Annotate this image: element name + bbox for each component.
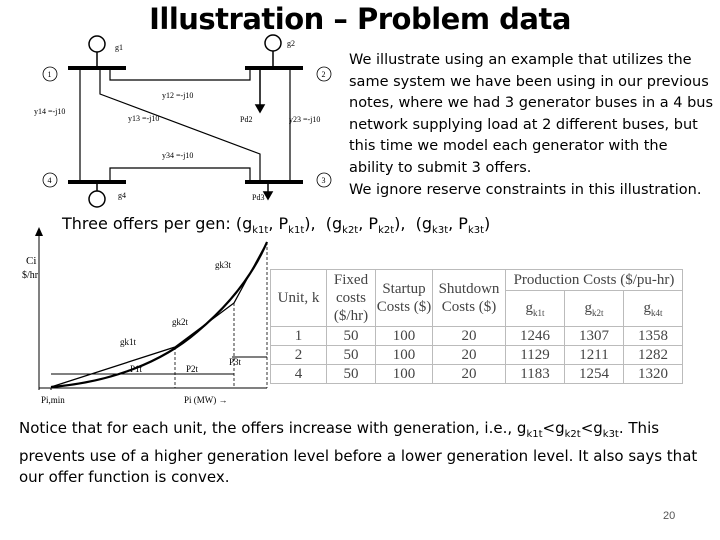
x-min-label: Pi,min (41, 395, 65, 405)
p-label-1t: P1t (130, 364, 143, 374)
gen-g4-circle (89, 191, 105, 207)
convexity-note: Notice that for each unit, the offers increase with generation, i.e., $g_{k1t}<g_{k2t}<g_{k3t}$. This prevents use of a higher generation level before a lower generation level. It also says that our offer function is convex. (19, 419, 698, 486)
table-row: 1 50 100 20 1246 1307 1358 (271, 327, 683, 346)
table-row: 4 50 100 20 1183 1254 1320 (271, 365, 683, 384)
note-text-1: Notice that for each unit, the offers increase with generation, i.e., (19, 419, 517, 437)
load-label-pd3: Pd3 (252, 193, 265, 202)
description-text (349, 50, 715, 201)
note-text-2: . This prevents use of a higher generation level before a lower generation level. It also says that our offer function is convex. (19, 419, 698, 486)
line-13 (100, 68, 260, 182)
bus-label-2: 2 (321, 70, 326, 79)
header-prod-col: $g_{k2t}$ (565, 291, 624, 327)
page-number: 20 (663, 510, 676, 522)
line-label-y14: y14 =-j10 (34, 107, 66, 116)
header-startup-costs: Startup Costs ($) (376, 270, 433, 327)
offers-line: Three offers per gen: ($g_{k1t}$, $P_{k1t}$), ($g_{k2t}$, $P_{k2t}$), ($g_{k3t}$, $P_{k3t}$) (62, 214, 491, 237)
p-label-3t: P3t (229, 357, 242, 367)
description-paragraph: We ignore reserve constraints in this illustration. (349, 181, 702, 198)
p-label-2t: P2t (186, 364, 199, 374)
bus-label-1: 1 (47, 70, 52, 79)
line-12 (110, 68, 250, 80)
header-production-costs: Production Costs ($/pu-hr) (506, 270, 683, 291)
line-label-y12: y12 =-j10 (162, 91, 194, 100)
gen-g1-circle (89, 36, 105, 52)
gen-label-g2: g2 (287, 39, 295, 48)
bus-label-4: 4 (47, 176, 52, 185)
line-label-y13: y13 =-j10 (128, 114, 160, 123)
header-prod-col: $g_{k1t}$ (506, 291, 565, 327)
bus-label-3: 3 (321, 176, 326, 185)
segment-label-gk3t: gk3t (215, 260, 232, 270)
cost-curve-chart (22, 222, 272, 407)
gen-g2-circle (265, 35, 281, 51)
line-34 (110, 168, 250, 182)
header-shutdown-costs: Shutdown Costs ($) (433, 270, 506, 327)
segment-label-gk2t: gk2t (172, 317, 189, 327)
gen-label-g1: g1 (115, 43, 123, 52)
table-row: 2 50 100 20 1129 1211 1282 (271, 346, 683, 365)
description-paragraph: We illustrate using an example that utilizes the same system we have been using in our previous notes, where we had 3 generator buses in a 4 bus network supplying load at 2 different buses, but this time we model each generator with the ability to submit 3 offers. (349, 52, 714, 176)
offers-prefix: Three offers per gen: (62, 214, 236, 233)
y-label-ci: Ci (26, 255, 37, 267)
segment-label-gk1t: gk1t (120, 337, 137, 347)
y-label-unit: $/hr (22, 270, 39, 281)
gen-label-g4: g4 (118, 191, 126, 200)
line-label-y23: y23 =-j10 (289, 115, 321, 124)
load-label-pd2: Pd2 (240, 115, 253, 124)
header-unit: Unit, k (271, 270, 327, 327)
x-axis-label: Pi (MW) → (184, 395, 228, 405)
network-diagram (0, 30, 340, 230)
line-label-y34: y34 =-j10 (162, 151, 194, 160)
slide-title: Illustration – Problem data (149, 2, 571, 36)
header-prod-col: $g_{k4t}$ (624, 291, 683, 327)
header-fixed-costs: Fixed costs ($/hr) (327, 270, 376, 327)
unit-cost-table (270, 269, 683, 384)
